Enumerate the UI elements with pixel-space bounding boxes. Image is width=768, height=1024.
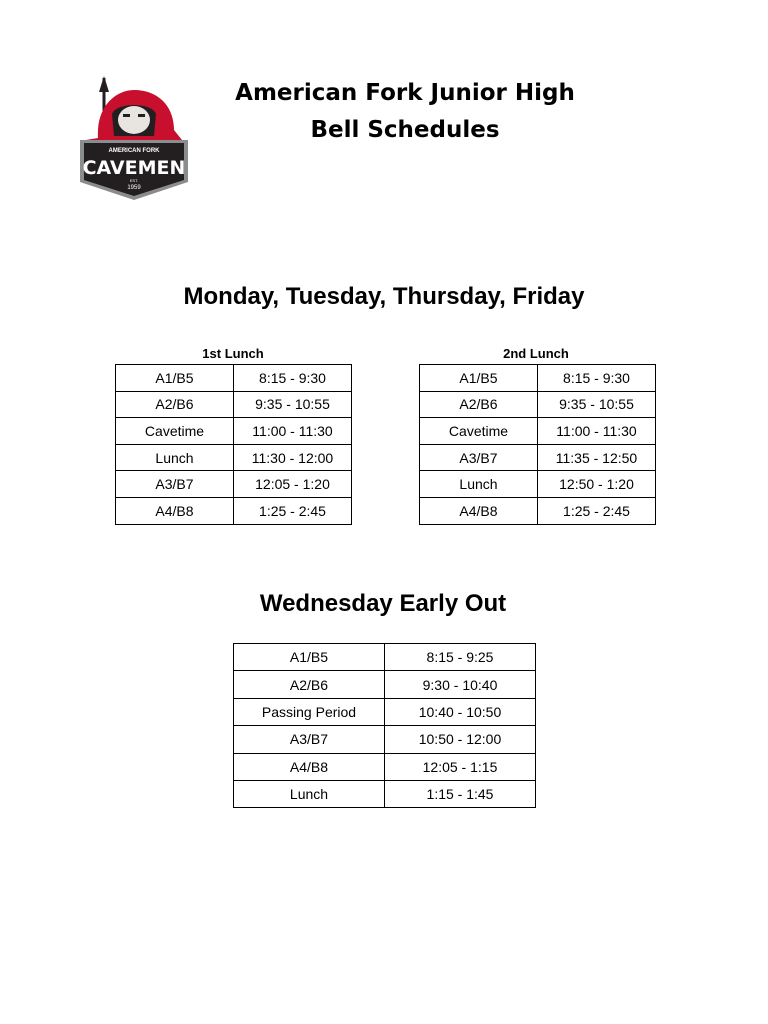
table-row xyxy=(116,391,352,418)
table-row xyxy=(420,444,656,471)
time-cell: 12:05 - 1:15 xyxy=(385,753,536,780)
time-cell: 10:50 - 12:00 xyxy=(385,726,536,753)
time-cell: 10:40 - 10:50 xyxy=(385,698,536,725)
time-cell: 8:15 - 9:30 xyxy=(538,365,656,392)
table-row xyxy=(116,444,352,471)
period-cell: A4/B8 xyxy=(420,497,538,524)
time-cell: 11:00 - 11:30 xyxy=(538,418,656,445)
first-lunch-table xyxy=(115,364,352,525)
time-cell: 9:35 - 10:55 xyxy=(538,391,656,418)
table-row xyxy=(116,365,352,392)
period-cell: A1/B5 xyxy=(420,365,538,392)
table-row xyxy=(234,780,536,807)
logo-year-text: 1959 xyxy=(127,185,141,191)
table-row xyxy=(420,471,656,498)
period-cell: A2/B6 xyxy=(116,391,234,418)
time-cell: 1:25 - 2:45 xyxy=(538,497,656,524)
period-cell: A4/B8 xyxy=(116,497,234,524)
table-row xyxy=(116,418,352,445)
time-cell: 8:15 - 9:30 xyxy=(234,365,352,392)
table-row xyxy=(420,365,656,392)
table-row xyxy=(234,644,536,671)
table-row xyxy=(116,471,352,498)
period-cell: A2/B6 xyxy=(234,671,385,698)
period-cell: Cavetime xyxy=(420,418,538,445)
period-cell: Lunch xyxy=(234,780,385,807)
time-cell: 1:25 - 2:45 xyxy=(234,497,352,524)
time-cell: 11:35 - 12:50 xyxy=(538,444,656,471)
time-cell: 9:30 - 10:40 xyxy=(385,671,536,698)
time-cell: 1:15 - 1:45 xyxy=(385,780,536,807)
table-row xyxy=(234,698,536,725)
period-cell: Passing Period xyxy=(234,698,385,725)
period-cell: A3/B7 xyxy=(116,471,234,498)
early-out-table xyxy=(233,643,536,808)
table-row xyxy=(420,418,656,445)
early-out-heading: Wednesday Early Out xyxy=(259,590,507,617)
time-cell: 9:35 - 10:55 xyxy=(234,391,352,418)
period-cell: Lunch xyxy=(420,471,538,498)
second-lunch-caption: 2nd Lunch xyxy=(503,346,569,361)
regular-schedule-heading: Monday, Tuesday, Thursday, Friday xyxy=(183,283,585,310)
table-row xyxy=(116,497,352,524)
period-cell: A2/B6 xyxy=(420,391,538,418)
second-lunch-table xyxy=(419,364,656,525)
table-row xyxy=(234,726,536,753)
time-cell: 8:15 - 9:25 xyxy=(385,644,536,671)
period-cell: Cavetime xyxy=(116,418,234,445)
logo-top-text: AMERICAN FORK xyxy=(108,148,160,154)
period-cell: A3/B7 xyxy=(234,726,385,753)
period-cell: A4/B8 xyxy=(234,753,385,780)
table-row xyxy=(420,391,656,418)
table-row xyxy=(420,497,656,524)
first-lunch-caption: 1st Lunch xyxy=(202,346,264,361)
logo-est-text: EST. xyxy=(129,178,139,183)
period-cell: A1/B5 xyxy=(234,644,385,671)
period-cell: A1/B5 xyxy=(116,365,234,392)
time-cell: 12:50 - 1:20 xyxy=(538,471,656,498)
logo-main-text: CAVEMEN xyxy=(82,157,186,179)
time-cell: 12:05 - 1:20 xyxy=(234,471,352,498)
school-name: American Fork Junior High xyxy=(235,80,575,106)
table-row xyxy=(234,753,536,780)
time-cell: 11:00 - 11:30 xyxy=(234,418,352,445)
time-cell: 11:30 - 12:00 xyxy=(234,444,352,471)
document-title: Bell Schedules xyxy=(310,117,500,143)
table-row xyxy=(234,671,536,698)
period-cell: A3/B7 xyxy=(420,444,538,471)
period-cell: Lunch xyxy=(116,444,234,471)
